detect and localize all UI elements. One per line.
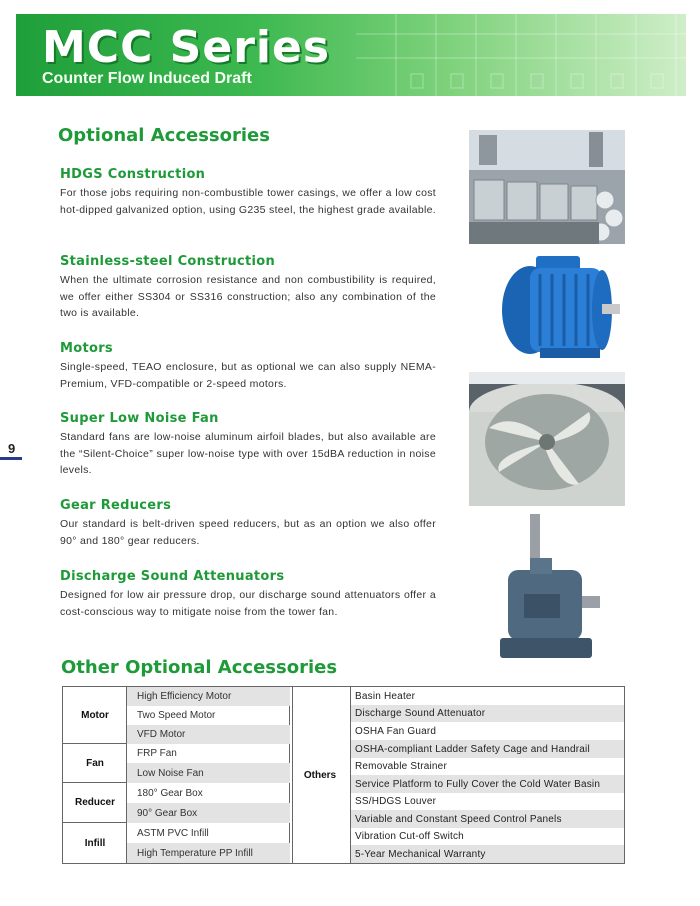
category-motor: Motor — [63, 687, 127, 744]
table-cell: Low Noise Fan — [127, 763, 290, 783]
optional-accessories-heading: Optional Accessories — [58, 125, 270, 146]
gear-reducer-photo — [494, 514, 604, 664]
header-banner — [16, 14, 686, 96]
accessory-attenuator — [60, 569, 436, 620]
category-fan: Fan — [63, 744, 127, 783]
accessory-text: Our standard is belt-driven speed reducers, but as an option we also offer 90° and 180° gear reducers. — [60, 518, 436, 547]
others-label: Others — [303, 769, 337, 781]
table-cell: High Temperature PP Infill — [127, 843, 290, 863]
table-cell: ASTM PVC Infill — [137, 827, 209, 839]
header-subtitle: Counter Flow Induced Draft — [42, 70, 252, 87]
accessory-motors — [60, 341, 436, 392]
table-cell: Two Speed Motor — [137, 710, 216, 721]
table-cell: Removable Strainer — [355, 761, 447, 772]
table-cell: FRP Fan — [137, 748, 177, 759]
accessory-gear — [60, 498, 436, 549]
accessory-title: HDGS Construction — [60, 167, 206, 182]
accessory-title: Stainless-steel Construction — [60, 254, 276, 269]
header-title: MCC Series — [42, 22, 331, 73]
table-cell: OSHA-compliant Ladder Safety Cage and Handrail — [351, 740, 624, 758]
table-cell: OSHA Fan Guard — [355, 725, 437, 737]
accessory-title: Super Low Noise Fan — [60, 411, 219, 426]
page-number-marker — [0, 457, 22, 460]
accessories-table-right — [350, 686, 625, 864]
cooling-tower-photo — [469, 130, 625, 244]
table-cell: 90° Gear Box — [127, 803, 290, 823]
table-cell: Variable and Constant Speed Control Panels — [351, 810, 624, 828]
table-cell: 5-Year Mechanical Warranty — [351, 845, 624, 863]
table-cell: SS/HDGS Louver — [355, 796, 437, 807]
accessory-stainless — [60, 254, 436, 322]
accessory-text: When the ultimate corrosion resistance and non combustibility is required, we offer either SS304 or SS316 construction; also any combination of the two is available. — [60, 274, 436, 319]
low-noise-fan-photo — [469, 372, 625, 506]
accessory-fan — [60, 411, 436, 479]
table-cell: Discharge Sound Attenuator — [351, 705, 624, 722]
table-cell: Basin Heater — [355, 690, 416, 702]
accessory-title: Motors — [60, 341, 113, 356]
other-accessories-heading: Other Optional Accessories — [61, 657, 338, 678]
table-cell: 180° Gear Box — [137, 787, 203, 799]
accessories-table-left — [62, 686, 290, 864]
accessory-text: Designed for low air pressure drop, our discharge sound attenuators offer a cost-conscious way to mitigate noise from the tower fan. — [60, 589, 436, 618]
category-reducer: Reducer — [63, 783, 127, 823]
table-cell: VFD Motor — [127, 725, 290, 744]
accessory-title: Gear Reducers — [60, 498, 172, 513]
accessory-text: For those jobs requiring non-combustible tower casings, we offer a low cost hot-dipped galvanized option, using G235 steel, the highest grade available. — [60, 187, 436, 216]
page-number: 9 — [8, 441, 16, 456]
accessory-text: Single-speed, TEAO enclosure, but as optional we can also supply NEMA-Premium, VFD-compatible or 2-speed motors. — [60, 361, 436, 390]
table-cell: High Efficiency Motor — [127, 687, 290, 706]
accessory-hdgs — [60, 167, 436, 218]
accessory-title: Discharge Sound Attenuators — [60, 569, 285, 584]
table-cell: Vibration Cut-off Switch — [355, 831, 464, 842]
category-infill: Infill — [84, 837, 106, 849]
blue-motor-photo — [500, 254, 624, 362]
table-cell: Service Platform to Fully Cover the Cold Water Basin — [351, 775, 624, 793]
accessory-text: Standard fans are low-noise aluminum airfoil blades, but also available are the “Silent-Choice” super low-noise type with over 15dBA reduction in noise levels. — [60, 431, 436, 476]
accessories-table-others — [290, 686, 350, 864]
